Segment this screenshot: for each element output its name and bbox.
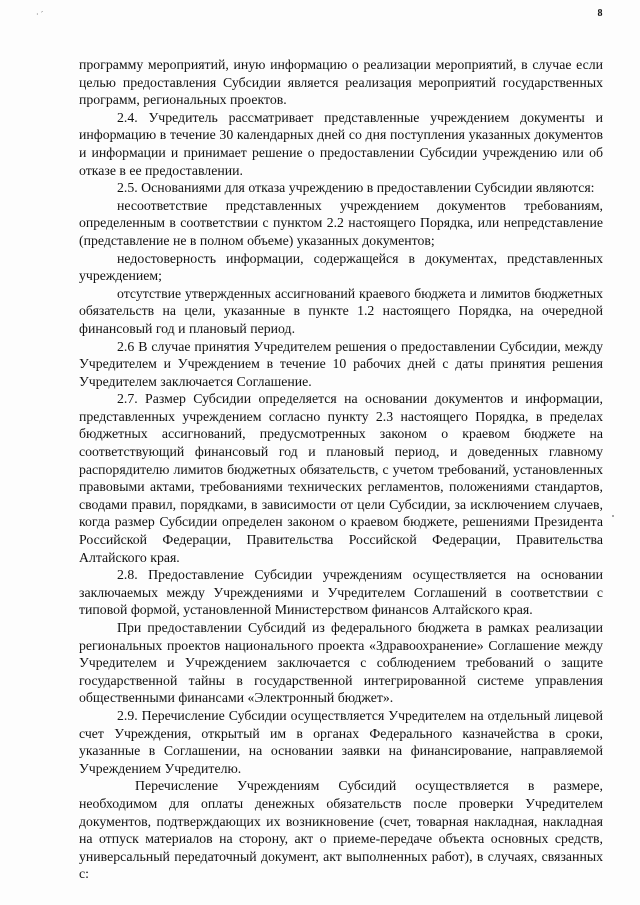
paragraph-2-6: 2.6 В случае принятия Учредителем решения о предоставлении Субсидии, между Учредителем и Учреждением в течение 10 рабочих дней с даты принятия решения Учредителем заключается Соглашение. [79,338,603,389]
document-body [79,56,603,883]
paragraph-2-8: 2.8. Предоставление Субсидии учреждениям осуществляется на основании заключаемых между Учреждениями и Учредителем Соглашений в соответствии с типовой формой, установленной Министерством финансов Алтайского края. [79,567,603,618]
paragraph-refusal-reason-1: несоответствие представленных учреждением документов требованиям, определенным в соответствии с пунктом 2.2 настоящего Порядка, или непредставление (представление не в полном объеме) указанных документов; [79,197,603,248]
page-number: 8 [597,8,603,19]
paragraph-2-7: 2.7. Размер Субсидии определяется на основании документов и информации, представленных учреждением согласно пункту 2.3 настоящего Порядка, в пределах бюджетных ассигнований, предусмотренных законом о краевом бюджете на соответствующий финансовый год и плановый период, и доведенных главному распорядителю лимитов бюджетных обязательств, с учетом требований, установленных правовыми актами, требованиями технических регламентов, положениями стандартов, сводами правил, порядками, в зависимости от цели Субсидии, за исключением случаев, когда размер Субсидии определен законом о краевом бюджете, решениями Президента Российской Федерации, Правительства Российской Федерации, Правительства Алтайского края. [79,391,603,565]
paragraph-transfer-conditions: Перечисление Учреждениям Субсидий осуществляется в размере, необходимом для оплаты денежных обязательств после проверки Учредителем документов, подтверждающих их возникновение (счет, товарная накладная, накладная на отпуск материалов на сторону, акт о приеме-передаче объекта основных средств, универсальный передаточный документ, акт выполненных работ), в случаях, связанных с: [79,778,603,882]
paragraph-2-4: 2.4. Учредитель рассматривает представленные учреждением документы и информацию в течение 30 календарных дней со дня поступления указанных документов и информации и принимает решение о предоставлении Субсидии учреждению или об отказе в ее предоставлении. [79,109,603,178]
paragraph-2-9: 2.9. Перечисление Субсидии осуществляется Учредителем на отдельный лицевой счет Учреждения, открытый им в органах Федерального казначейства в сроки, указанные в Соглашении, на основании заявки на финансирование, направляемой Учреждением Учредителю. [79,707,603,776]
scan-artifact-dot [612,515,614,517]
paragraph-intro-continuation: программу мероприятий, иную информацию о реализации мероприятий, в случае если целью предоставления Субсидии является реализация мероприятий государственных программ, региональных проектов. [79,57,603,108]
paragraph-refusal-reason-2: недостоверность информации, содержащейся в документах, представленных учреждением; [79,250,603,284]
paragraph-refusal-reason-3: отсутствие утвержденных ассигнований краевого бюджета и лимитов бюджетных обязательств на цели, указанные в пункте 1.2 настоящего Порядка, на очередной финансовый год и плановый период. [79,285,603,336]
paragraph-federal-subsidies: При предоставлении Субсидий из федерального бюджета в рамках реализации региональных проектов национального проекта «Здравоохранение» Соглашение между Учредителем и Учреждением заключается с соблюдением требований о защите государственной тайны в государственной интегрированной системе управления общественными финансами «Электронный бюджет». [79,620,603,706]
scan-mark: · ´ [36,10,44,19]
paragraph-2-5: 2.5. Основаниями для отказа учреждению в предоставлении Субсидии являются: [117,180,595,196]
